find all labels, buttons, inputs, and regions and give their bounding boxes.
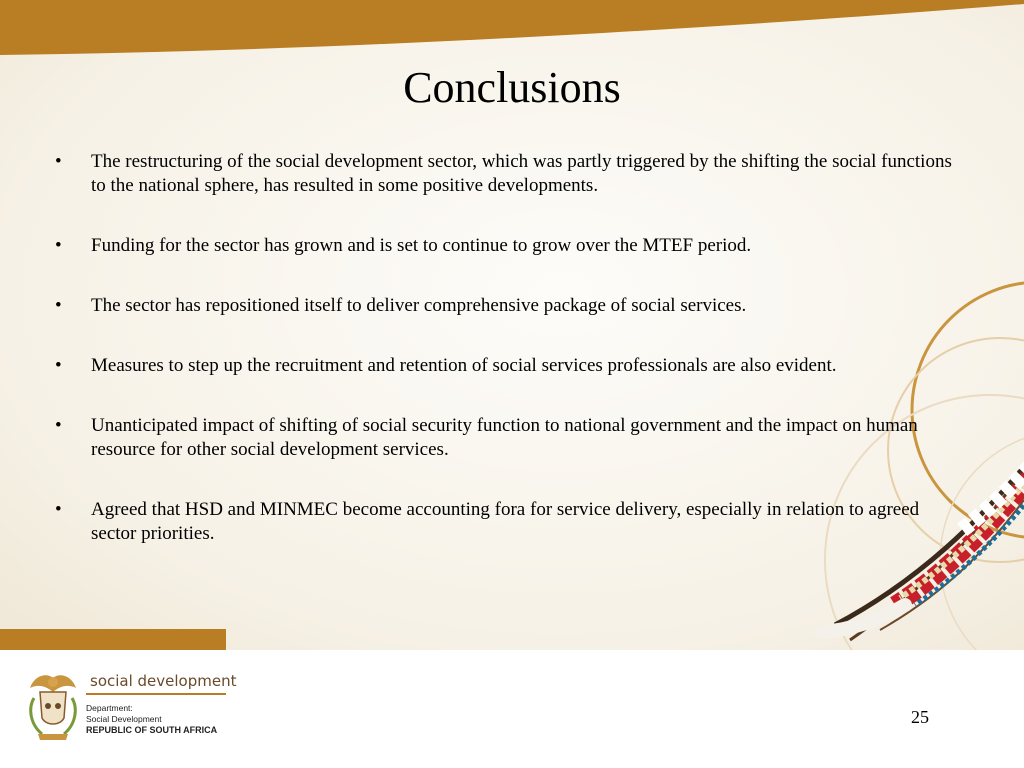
bullet-text: Unanticipated impact of shifting of social security function to national government and the impact on human resource for other social development services. [91, 415, 918, 460]
bullet-text: Measures to step up the recruitment and retention of social services professionals are also evident. [91, 355, 837, 376]
bullet-marker: • [55, 151, 62, 172]
bullet-item [55, 294, 955, 318]
bullet-text: The sector has repositioned itself to deliver comprehensive package of social services. [91, 295, 747, 316]
bullet-marker: • [55, 235, 62, 256]
bullet-marker: • [55, 415, 62, 436]
bullet-marker: • [55, 499, 62, 520]
department-name: Social Development [86, 714, 162, 724]
country-name: REPUBLIC OF SOUTH AFRICA [86, 725, 218, 735]
bullet-list [55, 150, 955, 582]
bullet-text: The restructuring of the social development sector, which was partly triggered by the shifting the social functions to the national sphere, has resulted in some positive developments. [91, 151, 952, 196]
footer [0, 650, 1024, 768]
slide-title: Conclusions [403, 63, 621, 112]
bullet-item [55, 150, 955, 198]
bullet-text: Funding for the sector has grown and is set to continue to grow over the MTEF period. [91, 235, 752, 256]
bullet-text: Agreed that HSD and MINMEC become accounting fora for service delivery, especially in relation to agreed sector priorities. [91, 499, 920, 544]
brand-name: social development [90, 672, 237, 690]
bullet-item [55, 414, 955, 462]
coat-of-arms-icon [24, 668, 82, 742]
bullet-marker: • [55, 355, 62, 376]
bullet-item [55, 354, 955, 378]
bullet-marker: • [55, 295, 62, 316]
page-number: 25 [911, 707, 929, 727]
brand-divider [86, 693, 226, 695]
department-label: Department: [86, 703, 133, 713]
bullet-item [55, 498, 955, 546]
bottom-accent-bar [0, 629, 226, 650]
bullet-item [55, 234, 955, 258]
